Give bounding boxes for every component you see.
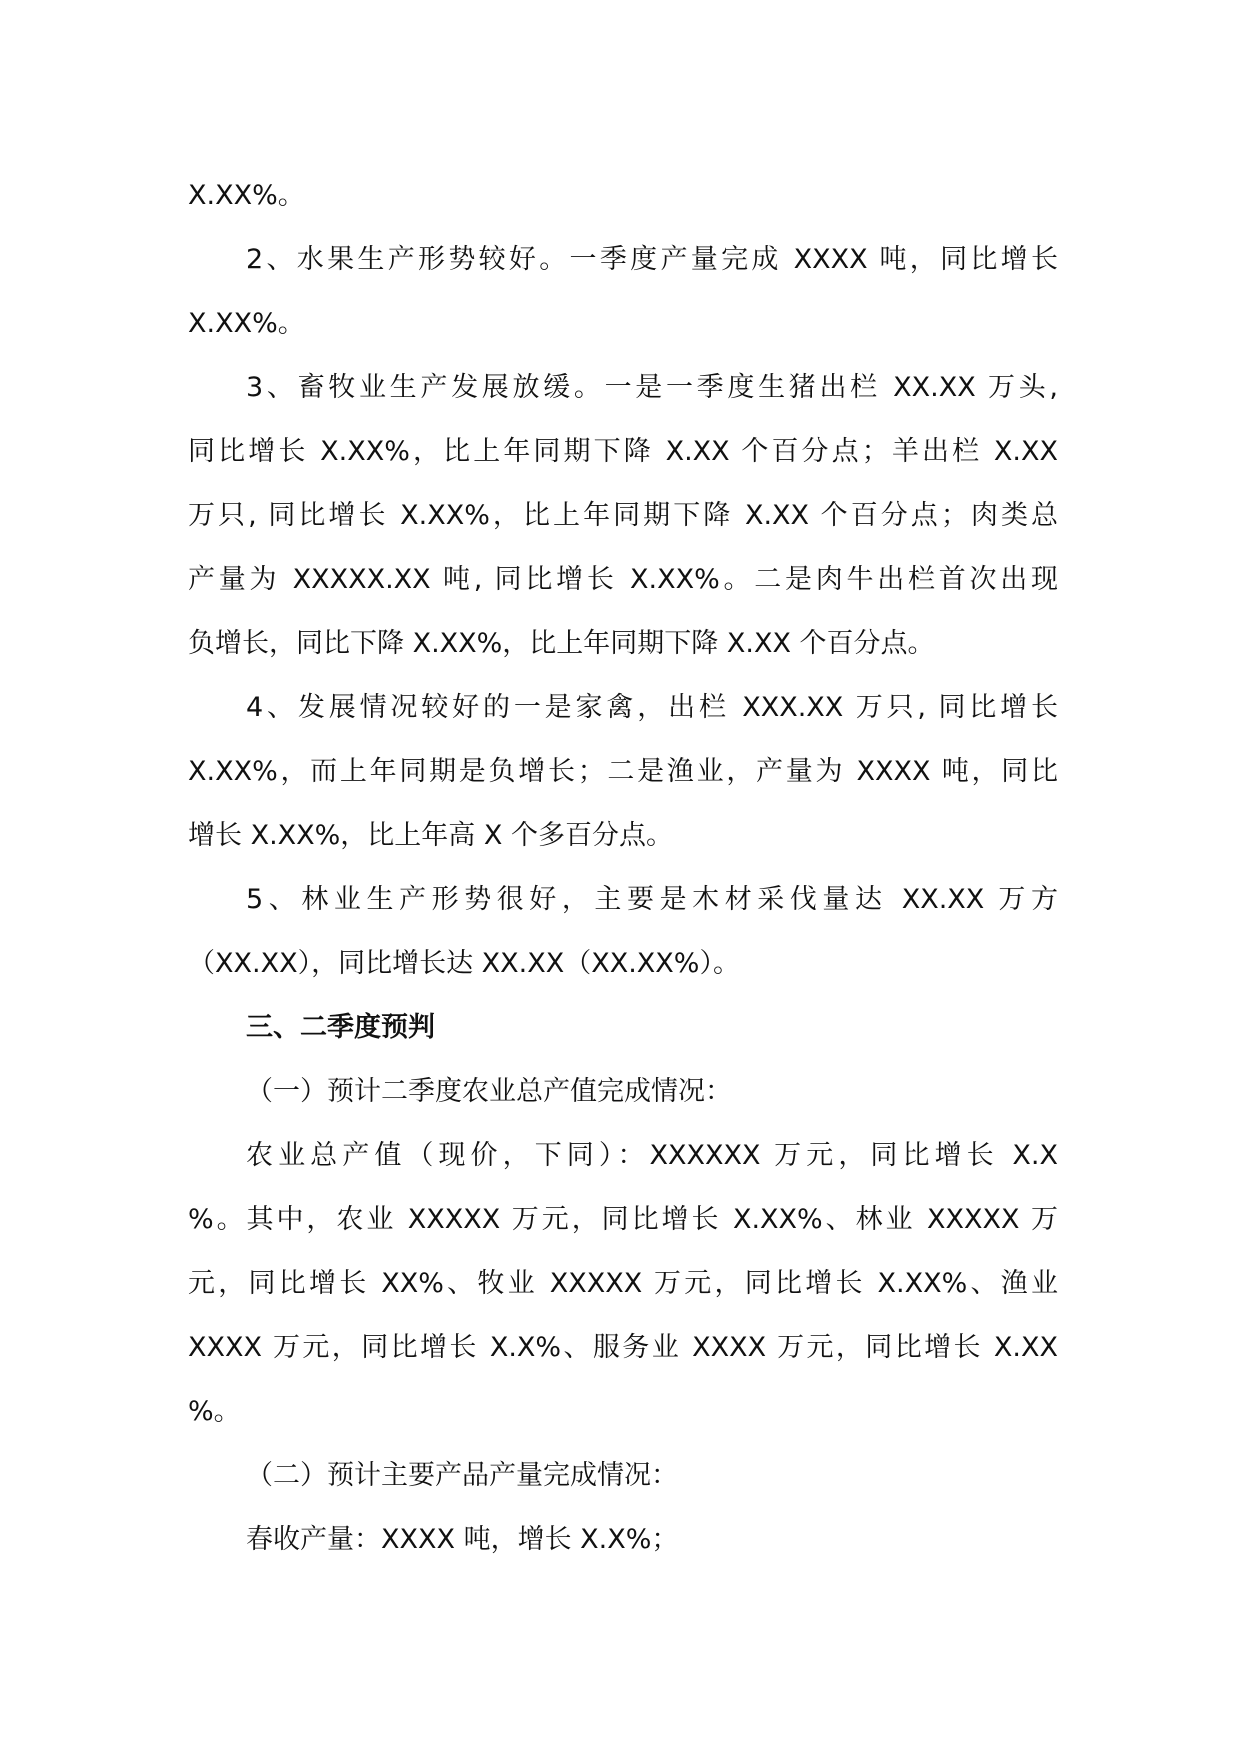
paragraph-spring-harvest: 春收产量：XXXX 吨，增长 X.X%；: [246, 1524, 679, 1555]
text-line: X.XX%，而上年同期是负增长；二是渔业，产量为 XXXX 吨，同比: [188, 756, 1058, 787]
text-line: （XX.XX），同比增长达 XX.XX（XX.XX%）。: [188, 948, 740, 979]
text-line: 增长 X.XX%，比上年高 X 个多百分点。: [188, 820, 673, 851]
subsection-heading-total-output: （一）预计二季度农业总产值完成情况：: [246, 1076, 732, 1107]
text-line: %。其中，农业 XXXXX 万元，同比增长 X.XX%、林业 XXXXX 万: [188, 1204, 1058, 1235]
text-line: %。: [188, 1396, 241, 1427]
text-line: 负增长，同比下降 X.XX%，比上年同期下降 X.XX 个百分点。: [188, 628, 935, 659]
text-line: X.XX%。: [188, 180, 305, 211]
subsection-heading-product-output: （二）预计主要产品产量完成情况：: [246, 1460, 678, 1491]
paragraph-livestock: 3、畜牧业生产发展放缓。一是一季度生猪出栏 XX.XX 万头,: [246, 372, 1058, 403]
paragraph-total-output: 农业总产值（现价，下同）：XXXXXX 万元，同比增长 X.X: [246, 1140, 1058, 1171]
text-line: 同比增长 X.XX%，比上年同期下降 X.XX 个百分点；羊出栏 X.XX: [188, 436, 1058, 467]
text-line: 万只, 同比增长 X.XX%，比上年同期下降 X.XX 个百分点；肉类总: [188, 500, 1058, 531]
paragraph-poultry-fishery: 4、发展情况较好的一是家禽，出栏 XXX.XX 万只, 同比增长: [246, 692, 1058, 723]
section-heading: 三、二季度预判: [246, 1012, 435, 1043]
text-line: 产量为 XXXXX.XX 吨, 同比增长 X.XX%。二是肉牛出栏首次出现: [188, 564, 1058, 595]
text-line: XXXX 万元，同比增长 X.X%、服务业 XXXX 万元，同比增长 X.XX: [188, 1332, 1058, 1363]
text-line: X.XX%。: [188, 308, 305, 339]
paragraph-forestry: 5、林业生产形势很好，主要是木材采伐量达 XX.XX 万方: [246, 884, 1058, 915]
text-line: 元，同比增长 XX%、牧业 XXXXX 万元，同比增长 X.XX%、渔业: [188, 1268, 1058, 1299]
paragraph-fruit-production: 2、水果生产形势较好。一季度产量完成 XXXX 吨，同比增长: [246, 244, 1058, 275]
